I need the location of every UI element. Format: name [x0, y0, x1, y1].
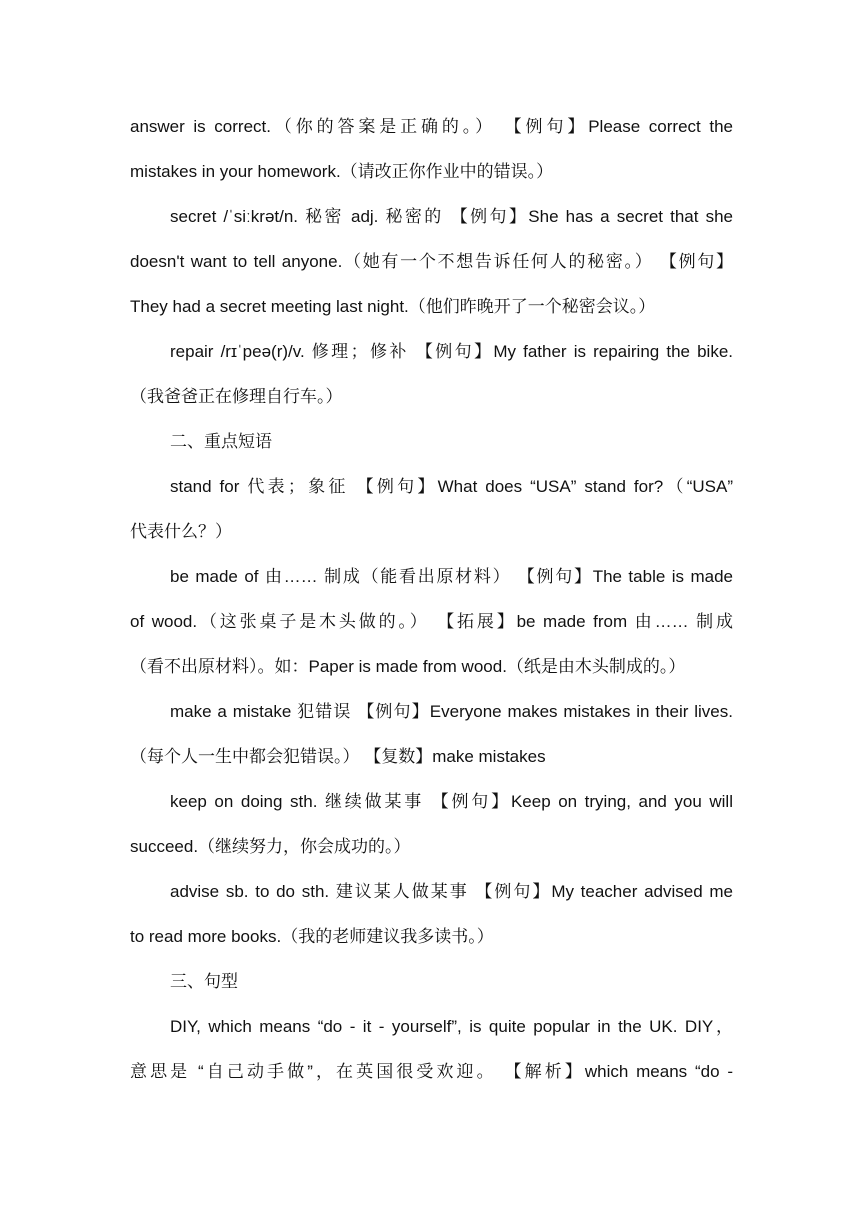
text-line-22: 意思是 “自己动手做”，在英国很受欢迎。 【解析】which means “do - — [130, 1062, 733, 1081]
text-line-2: mistakes in your homework.（请改正你作业中的错误。） — [130, 162, 554, 181]
section-heading-key-phrases: 二、重点短语 — [170, 432, 272, 451]
section-heading-sentence-patterns: 三、句型 — [170, 972, 238, 991]
text-line-11: be made of 由…… 制成（能看出原材料） 【例句】The table is made — [170, 567, 733, 586]
text-line-10: 代表什么？） — [130, 522, 232, 541]
text-line-17: succeed.（继续努力，你会成功的。） — [130, 837, 411, 856]
text-line-6: repair /rɪˈpeə(r)/v. 修理；修补 【例句】My father is repairing the bike. — [170, 342, 733, 361]
text-line-12: of wood.（这张桌子是木头做的。） 【拓展】be made from 由…… 制成 — [130, 612, 733, 631]
text-line-5: They had a secret meeting last night.（他们昨晚开了一个秘密会议。） — [130, 297, 656, 316]
text-line-4: doesn't want to tell anyone.（她有一个不想告诉任何人的秘密。） 【例句】 — [130, 252, 733, 271]
text-line-9: stand for 代表；象征 【例句】What does “USA” stand for?（“USA” — [170, 477, 733, 496]
text-line-1: answer is correct.（你的答案是正确的。） 【例句】Please correct the — [130, 117, 733, 136]
text-line-13: （看不出原材料）。如：Paper is made from wood.（纸是由木头制成的。） — [130, 657, 686, 676]
text-line-21: DIY, which means “do - it - yourself”, is quite popular in the UK. DIY， — [170, 1017, 733, 1036]
text-line-15: （每个人一生中都会犯错误。） 【复数】make mistakes — [130, 747, 546, 766]
text-line-14: make a mistake 犯错误 【例句】Everyone makes mistakes in their lives. — [170, 702, 733, 721]
text-line-3: secret /ˈsiːkrət/n. 秘密 adj. 秘密的 【例句】She has a secret that she — [170, 207, 733, 226]
text-line-18: advise sb. to do sth. 建议某人做某事 【例句】My teacher advised me — [170, 882, 733, 901]
document-body — [130, 104, 733, 1094]
text-line-19: to read more books.（我的老师建议我多读书。） — [130, 927, 494, 946]
text-line-7: （我爸爸正在修理自行车。） — [130, 387, 343, 406]
text-line-16: keep on doing sth. 继续做某事 【例句】Keep on trying, and you will — [170, 792, 733, 811]
